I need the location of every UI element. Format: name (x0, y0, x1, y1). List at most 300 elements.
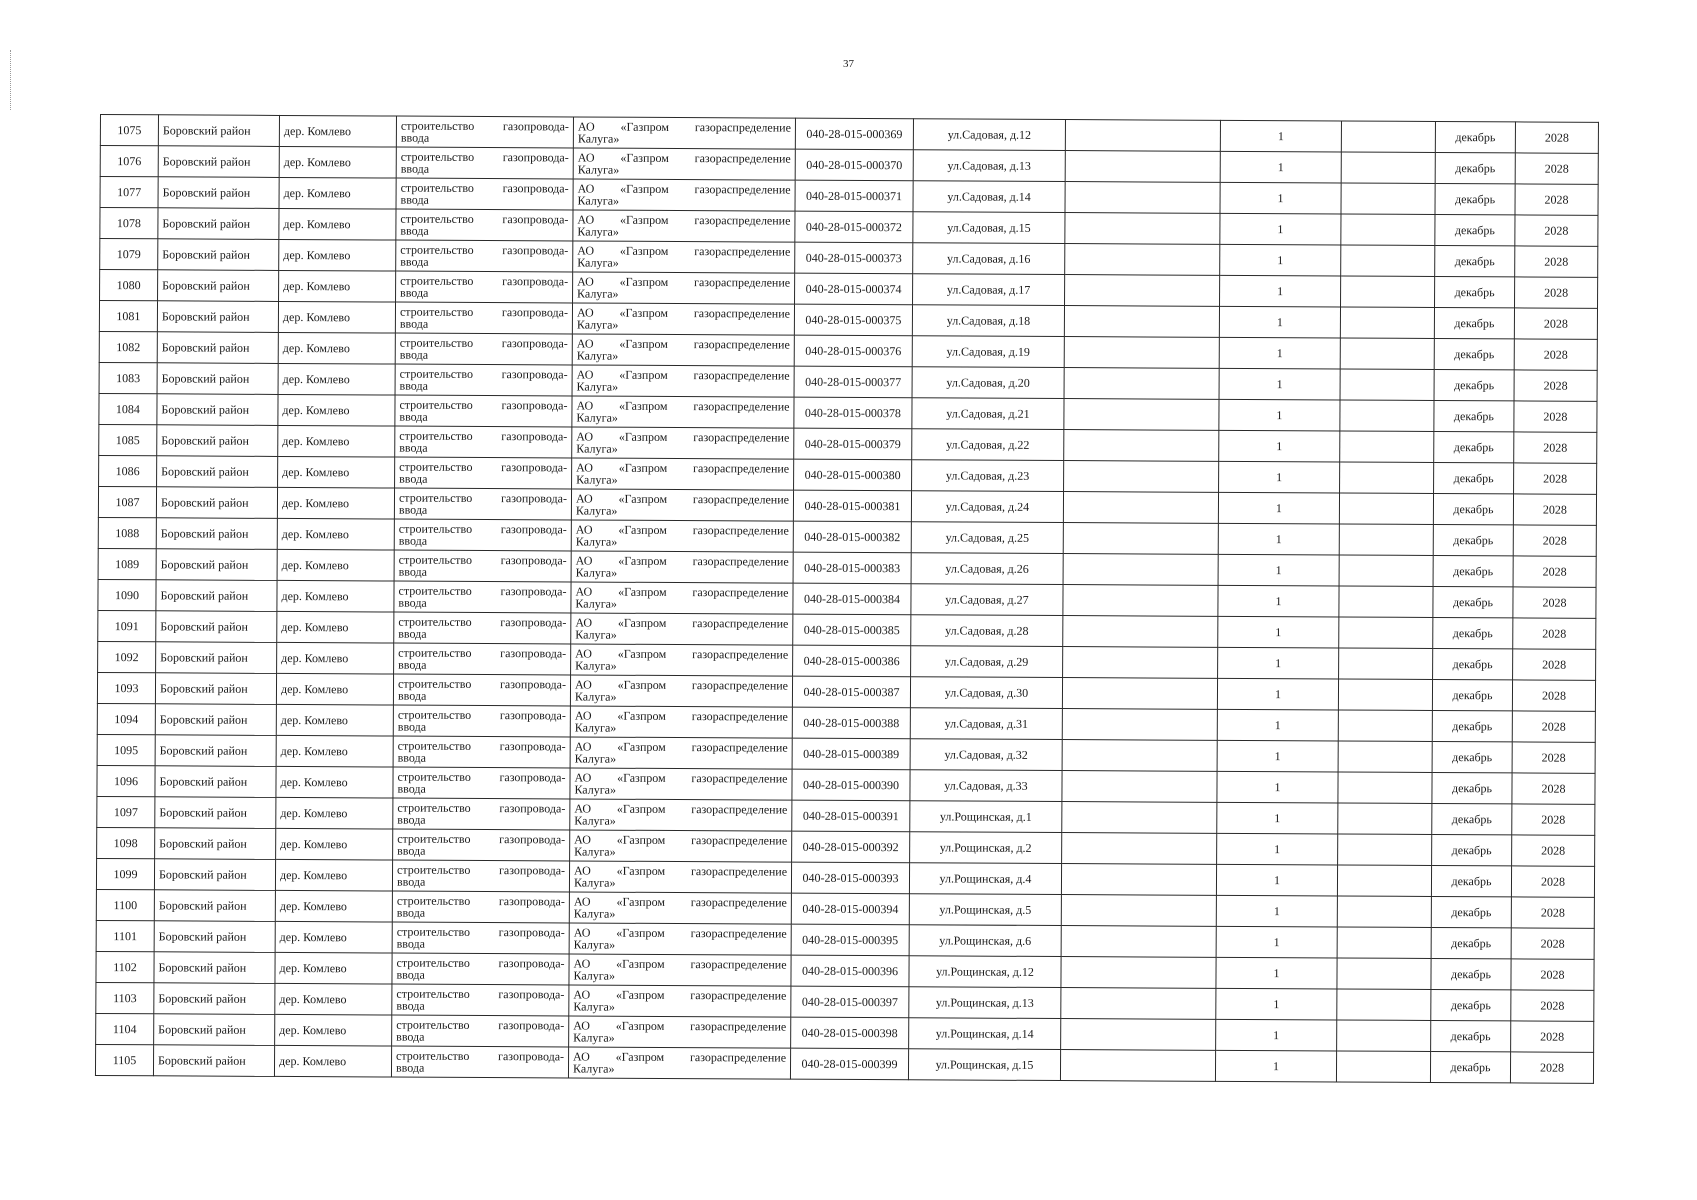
work-type-line2: ввода (398, 502, 428, 517)
owner-word: «Газпром (619, 398, 668, 413)
settlement: дер. Комлево (283, 247, 351, 262)
object-code: 040-28-015-000377 (805, 374, 902, 389)
quantity-cell (1216, 957, 1337, 989)
district: Боровский район (159, 835, 247, 851)
object-code-cell (793, 490, 911, 522)
settlement: дер. Комлево (281, 619, 349, 634)
settlement: дер. Комлево (279, 929, 347, 944)
year-cell (1514, 432, 1597, 463)
row-number: 1088 (115, 525, 140, 540)
quantity: 1 (1273, 1027, 1280, 1042)
year: 2028 (1544, 223, 1569, 238)
owner-word: АО (577, 243, 595, 258)
owner-word: АО (576, 367, 594, 382)
address-cell (913, 243, 1065, 275)
empty-cell (1338, 803, 1432, 834)
object-code: 040-28-015-000386 (803, 653, 900, 668)
quantity-cell (1219, 430, 1340, 462)
owner-word: газораспределение (694, 275, 791, 290)
year-cell (1511, 866, 1594, 897)
address: ул.Рощинская, д.12 (936, 963, 1034, 979)
year-cell (1513, 649, 1596, 680)
owner-line2: Калуга» (576, 410, 618, 425)
owner-word: «Газпром (620, 150, 669, 165)
object-code-cell (795, 149, 913, 181)
district-cell (156, 642, 277, 674)
year-cell (1513, 525, 1596, 556)
empty-cell (1064, 399, 1219, 431)
work-type-word: газопровода- (501, 460, 568, 475)
object-code-cell (791, 986, 909, 1018)
object-code-cell (790, 1048, 908, 1080)
empty-cell (1337, 927, 1431, 958)
address: ул.Садовая, д.20 (946, 374, 1030, 390)
object-code-cell (795, 242, 913, 274)
work-type-cell (396, 178, 573, 210)
row-number-cell (97, 796, 155, 827)
object-code-cell (792, 707, 910, 739)
work-type-word: газопровода- (499, 770, 566, 785)
quantity: 1 (1274, 717, 1281, 732)
owner-cell (569, 923, 791, 955)
settlement: дер. Комлево (279, 898, 348, 913)
empty-cell (1337, 958, 1431, 989)
row-number-cell (97, 765, 155, 796)
owner-word: газораспределение (691, 771, 788, 786)
work-type-line2: ввода (397, 688, 427, 703)
address: ул.Садовая, д.26 (945, 560, 1029, 576)
work-type-line2: ввода (397, 781, 426, 796)
work-type-cell (392, 953, 569, 985)
work-type-word: строительство (399, 304, 474, 319)
owner-cell (570, 799, 792, 831)
owner-line2: Калуга» (572, 1061, 615, 1076)
owner-word: газораспределение (692, 554, 789, 569)
empty-cell (1064, 368, 1219, 400)
row-number: 1090 (114, 587, 140, 602)
year-cell (1512, 804, 1595, 835)
address-cell (910, 708, 1062, 740)
empty-cell (1060, 1050, 1215, 1082)
row-number: 1099 (113, 866, 138, 881)
empty-cell (1340, 400, 1434, 431)
settlement-cell (278, 425, 395, 457)
work-type-line2: ввода (397, 750, 427, 765)
address: ул.Садовая, д.27 (945, 591, 1029, 607)
empty-cell (1340, 431, 1434, 462)
month-cell (1432, 772, 1512, 803)
empty-cell (1338, 772, 1432, 803)
district-cell (156, 518, 277, 550)
row-number: 1081 (116, 308, 141, 323)
owner-cell (570, 706, 792, 738)
year: 2028 (1544, 161, 1569, 176)
district: Боровский район (161, 432, 249, 448)
district-cell (158, 146, 279, 178)
owner-word: газораспределение (692, 492, 790, 507)
address: ул.Садовая, д.28 (945, 622, 1029, 638)
owner-word: газораспределение (690, 895, 787, 910)
district: Боровский район (160, 587, 249, 603)
month: декабрь (1454, 284, 1495, 299)
work-type-cell (392, 922, 569, 954)
owner-word: АО (573, 987, 591, 1002)
address: ул.Садовая, д.12 (947, 126, 1032, 142)
settlement-cell (276, 704, 393, 736)
settlement: дер. Комлево (280, 805, 348, 820)
row-number: 1080 (116, 277, 141, 292)
settlement-cell (277, 518, 394, 550)
object-code: 040-28-015-000369 (806, 126, 903, 141)
row-number-cell (98, 579, 156, 610)
address-cell (909, 863, 1061, 895)
owner-word: «Газпром (617, 677, 667, 692)
district: Боровский район (160, 649, 248, 665)
work-type-word: строительство (400, 118, 475, 133)
address: ул.Садовая, д.33 (944, 777, 1028, 793)
month: декабрь (1452, 625, 1493, 640)
object-code-cell (792, 738, 910, 770)
owner-word: АО (576, 460, 593, 475)
year-cell (1512, 835, 1595, 866)
work-type-cell (392, 860, 569, 892)
address-cell (913, 274, 1065, 306)
empty-cell (1338, 741, 1432, 772)
settlement: дер. Комлево (280, 743, 348, 758)
empty-cell (1341, 245, 1435, 276)
row-number-cell (97, 703, 155, 734)
quantity: 1 (1277, 190, 1284, 205)
row-number-cell (97, 672, 155, 703)
owner-word: АО (577, 119, 595, 134)
district: Боровский район (158, 897, 247, 913)
district-cell (157, 456, 278, 488)
owner-word: «Газпром (615, 1049, 665, 1064)
quantity-cell (1218, 616, 1339, 648)
address: ул.Садовая, д.17 (946, 281, 1031, 297)
district-cell (154, 1014, 275, 1046)
work-type-line2: ввода (397, 843, 426, 858)
empty-cell (1061, 864, 1216, 896)
quantity: 1 (1277, 159, 1284, 174)
owner-word: «Газпром (616, 925, 665, 940)
object-code-cell (793, 614, 911, 646)
row-number: 1093 (114, 680, 139, 695)
year: 2028 (1541, 688, 1567, 703)
empty-cell (1065, 244, 1220, 276)
month-cell (1433, 617, 1513, 648)
owner-line2: Калуга» (575, 596, 617, 611)
work-type-line2: ввода (397, 719, 427, 734)
work-type-word: газопровода- (500, 522, 567, 537)
object-code-cell (795, 273, 913, 305)
year: 2028 (1543, 316, 1568, 331)
month: декабрь (1454, 315, 1495, 330)
object-code: 040-28-015-000398 (801, 1025, 898, 1040)
owner-line2: Калуга» (576, 472, 618, 487)
owner-line2: Калуга» (573, 937, 616, 952)
owner-word: газораспределение (692, 616, 789, 631)
settlement-cell (279, 115, 396, 147)
work-type-line2: ввода (397, 812, 426, 827)
owner-word: «Газпром (616, 894, 665, 909)
owner-line2: Калуга» (573, 968, 616, 983)
year: 2028 (1543, 347, 1568, 362)
year: 2028 (1541, 812, 1566, 827)
object-code-cell (793, 552, 911, 584)
work-type-cell (391, 1046, 568, 1078)
quantity-cell (1215, 1050, 1336, 1082)
work-type-word: строительство (398, 552, 473, 567)
work-type-word: строительство (398, 490, 473, 505)
object-code-cell (791, 955, 909, 987)
address: ул.Садовая, д.24 (945, 498, 1030, 514)
empty-cell (1339, 586, 1433, 617)
district-cell (158, 177, 279, 209)
work-type-cell (393, 674, 570, 706)
row-number: 1105 (112, 1052, 137, 1067)
work-type-word: газопровода- (502, 181, 569, 196)
work-type-word: газопровода- (499, 739, 566, 754)
month-cell (1435, 276, 1515, 307)
year: 2028 (1542, 595, 1567, 610)
quantity-cell (1217, 771, 1338, 803)
work-type-line2: ввода (398, 564, 427, 579)
quantity: 1 (1273, 934, 1280, 949)
work-type-word: строительство (399, 428, 473, 443)
empty-cell (1336, 1051, 1430, 1082)
year: 2028 (1540, 874, 1566, 889)
address: ул.Садовая, д.15 (947, 219, 1031, 235)
owner-word: «Газпром (615, 1018, 665, 1033)
owner-word: АО (575, 522, 593, 537)
work-type-cell (393, 829, 570, 861)
month-cell (1434, 462, 1514, 493)
month-cell (1433, 555, 1513, 586)
month-cell (1435, 214, 1515, 245)
address: ул.Садовая, д.18 (946, 312, 1031, 328)
settlement-cell (276, 828, 393, 860)
owner-word: «Газпром (616, 801, 666, 816)
quantity-cell (1220, 120, 1341, 152)
empty-cell (1341, 121, 1435, 152)
year: 2028 (1544, 130, 1569, 145)
work-type-word: строительство (396, 893, 471, 908)
district-cell (155, 735, 276, 767)
settlement-cell (278, 456, 395, 488)
year-cell (1511, 897, 1594, 928)
empty-cell (1062, 802, 1217, 834)
district-cell (153, 1045, 274, 1077)
month-cell (1431, 927, 1511, 958)
address-cell (911, 522, 1063, 554)
month-cell (1432, 679, 1512, 710)
month: декабрь (1451, 873, 1492, 888)
object-code: 040-28-015-000397 (801, 994, 898, 1009)
quantity: 1 (1275, 500, 1282, 515)
quantity: 1 (1276, 438, 1283, 453)
address: ул.Садовая, д.25 (945, 529, 1030, 545)
month: декабрь (1453, 532, 1494, 547)
empty-cell (1338, 679, 1432, 710)
empty-cell (1063, 647, 1218, 679)
object-code: 040-28-015-000370 (806, 157, 903, 172)
work-type-word: газопровода- (502, 274, 569, 289)
empty-cell (1337, 1020, 1431, 1051)
row-number: 1101 (113, 928, 138, 943)
owner-word: АО (576, 429, 594, 444)
work-type-word: газопровода- (502, 119, 569, 134)
work-type-word: газопровода- (498, 1018, 565, 1033)
empty-cell (1064, 306, 1219, 338)
settlement: дер. Комлево (282, 340, 350, 355)
month: декабрь (1453, 439, 1494, 454)
year-cell (1511, 928, 1594, 959)
quantity: 1 (1275, 624, 1282, 639)
settlement-cell (278, 332, 395, 364)
year: 2028 (1543, 471, 1568, 486)
gas-pipeline-registry-table (95, 114, 1599, 1084)
month-cell (1433, 524, 1513, 555)
work-type-word: строительство (399, 366, 474, 381)
owner-word: АО (573, 1049, 590, 1064)
month: декабрь (1453, 501, 1494, 516)
quantity: 1 (1276, 407, 1283, 422)
row-number-cell (99, 424, 157, 455)
work-type-word: строительство (400, 242, 474, 257)
owner-word: «Газпром (619, 212, 669, 227)
owner-word: газораспределение (693, 306, 791, 321)
month: декабрь (1451, 935, 1492, 950)
work-type-line2: ввода (399, 409, 428, 424)
work-type-word: газопровода- (498, 863, 566, 878)
work-type-word: газопровода- (499, 708, 566, 723)
owner-cell (573, 272, 795, 304)
owner-word: «Газпром (617, 708, 666, 723)
owner-word: газораспределение (690, 988, 787, 1003)
district: Боровский район (162, 246, 250, 262)
owner-line2: Калуга» (574, 720, 617, 735)
district-cell (158, 208, 279, 240)
row-number: 1077 (117, 184, 142, 199)
object-code-cell (794, 459, 912, 491)
owner-word: газораспределение (694, 213, 791, 228)
district-cell (154, 983, 275, 1015)
year: 2028 (1542, 564, 1567, 579)
address: ул.Садовая, д.31 (944, 715, 1029, 731)
work-type-cell (395, 457, 572, 489)
month-cell (1433, 493, 1513, 524)
quantity-cell (1217, 802, 1338, 834)
district: Боровский район (158, 959, 247, 975)
empty-cell (1339, 493, 1433, 524)
work-type-line2: ввода (399, 378, 428, 393)
quantity: 1 (1277, 128, 1284, 143)
district: Боровский район (162, 184, 251, 200)
district-cell (156, 549, 277, 581)
object-code: 040-28-015-000376 (805, 343, 902, 358)
quantity: 1 (1275, 593, 1282, 608)
address: ул.Рощинская, д.13 (935, 994, 1034, 1010)
district: Боровский район (161, 339, 250, 355)
district-cell (157, 301, 278, 333)
row-number-cell (98, 486, 156, 517)
object-code: 040-28-015-000381 (804, 498, 901, 513)
quantity: 1 (1275, 531, 1282, 546)
year: 2028 (1540, 1029, 1565, 1044)
work-type-cell (395, 364, 572, 396)
row-number-cell (96, 982, 154, 1013)
district: Боровский район (160, 556, 249, 572)
year-cell (1511, 990, 1594, 1021)
object-code: 040-28-015-000379 (804, 436, 901, 451)
quantity-cell (1216, 926, 1337, 958)
work-type-cell (394, 581, 571, 613)
owner-word: АО (576, 336, 594, 351)
address: ул.Садовая, д.14 (947, 188, 1031, 204)
year-cell (1512, 711, 1595, 742)
month: декабрь (1452, 594, 1493, 609)
settlement-cell (278, 363, 395, 395)
object-code-cell (795, 118, 913, 150)
owner-word: АО (577, 212, 595, 227)
owner-cell (569, 1016, 791, 1048)
district: Боровский район (162, 153, 251, 169)
owner-line2: Калуга» (573, 999, 615, 1014)
quantity: 1 (1277, 283, 1284, 298)
owner-cell (569, 985, 791, 1017)
year-cell (1511, 1021, 1594, 1052)
month: декабрь (1455, 129, 1496, 144)
row-number-cell (96, 920, 154, 951)
address: ул.Садовая, д.21 (946, 405, 1030, 421)
owner-line2: Калуга» (575, 627, 617, 642)
work-type-word: строительство (396, 1048, 470, 1063)
object-code: 040-28-015-000383 (804, 560, 901, 575)
empty-cell (1062, 833, 1217, 865)
object-code: 040-28-015-000396 (801, 963, 899, 978)
owner-cell (572, 303, 794, 335)
owner-line2: Калуга» (577, 193, 620, 208)
settlement-cell (279, 270, 396, 302)
empty-cell (1065, 213, 1220, 245)
work-type-word: строительство (398, 645, 472, 660)
settlement-cell (277, 549, 394, 581)
work-type-word: строительство (397, 676, 472, 691)
work-type-word: строительство (397, 769, 471, 784)
object-code: 040-28-015-000371 (806, 188, 903, 203)
object-code: 040-28-015-000388 (803, 715, 900, 730)
row-number: 1095 (114, 742, 139, 757)
address-cell (912, 336, 1064, 368)
work-type-line2: ввода (399, 471, 428, 486)
district: Боровский район (159, 742, 248, 758)
year-cell (1515, 122, 1598, 153)
owner-word: газораспределение (692, 585, 789, 600)
owner-line2: Калуга» (577, 255, 619, 270)
district-cell (155, 673, 276, 705)
year: 2028 (1539, 1060, 1565, 1075)
district: Боровский район (159, 773, 248, 789)
empty-cell (1065, 275, 1220, 307)
owner-line2: Калуга» (574, 844, 616, 859)
settlement: дер. Комлево (279, 1022, 347, 1037)
address: ул.Рощинская, д.2 (939, 839, 1032, 855)
settlement-cell (274, 1045, 391, 1077)
work-type-cell (396, 147, 573, 179)
object-code: 040-28-015-000390 (802, 777, 900, 792)
owner-cell (573, 179, 795, 211)
